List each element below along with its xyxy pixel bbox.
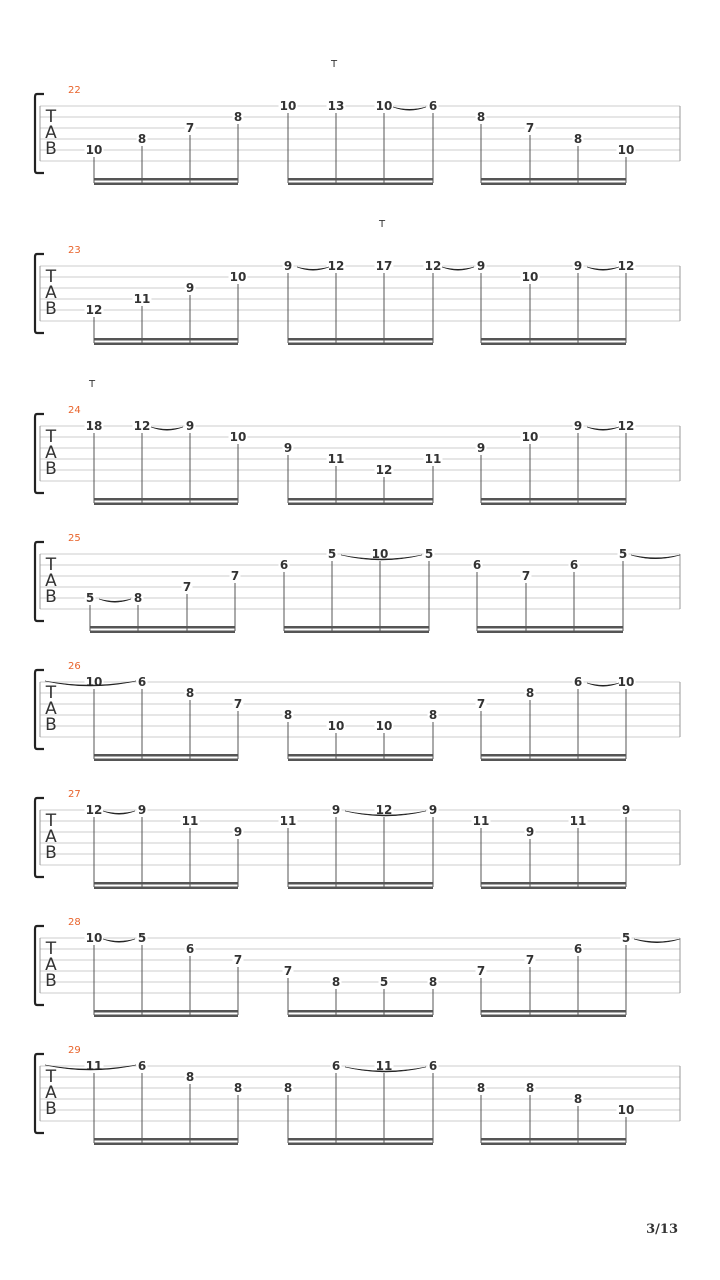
beam-primary [94, 882, 238, 885]
fret-number: 5 [379, 975, 389, 989]
tab-clef-letter: T [45, 555, 57, 575]
fret-number: 10 [375, 719, 393, 733]
tab-clef-letter: T [45, 939, 57, 959]
beam-secondary [94, 1015, 238, 1018]
beam-primary [288, 498, 433, 501]
tap-annotation: T [331, 59, 338, 70]
fret-number: 12 [133, 419, 151, 433]
fret-number: 8 [428, 975, 438, 989]
fret-number: 8 [573, 132, 583, 146]
fret-number: 8 [525, 1081, 535, 1095]
beam-primary [94, 178, 238, 181]
fret-number: 6 [428, 99, 438, 113]
fret-number: 5 [621, 931, 631, 945]
fret-number: 8 [185, 1070, 195, 1084]
beam-secondary [288, 887, 433, 890]
fret-number: 12 [617, 259, 635, 273]
beam-secondary [94, 1143, 238, 1146]
measure-number: 28 [68, 917, 81, 928]
fret-number: 12 [375, 463, 393, 477]
fret-number: 9 [621, 803, 631, 817]
fret-number: 10 [279, 99, 297, 113]
beam-secondary [481, 1143, 626, 1146]
beam-primary [94, 1010, 238, 1013]
fret-number: 11 [569, 814, 587, 828]
fret-number: 9 [525, 825, 535, 839]
beam-primary [481, 1010, 626, 1013]
beam-secondary [94, 183, 238, 186]
slur [103, 811, 135, 814]
fret-number: 11 [279, 814, 297, 828]
fret-number: 10 [375, 99, 393, 113]
fret-number: 12 [617, 419, 635, 433]
measure-number: 24 [68, 405, 81, 416]
beam-primary [288, 338, 433, 341]
fret-number: 5 [85, 591, 95, 605]
fret-number: 7 [185, 121, 195, 135]
fret-number: 5 [137, 931, 147, 945]
beam-secondary [477, 631, 623, 634]
tab-clef-letter: A [45, 571, 57, 591]
slur [151, 427, 183, 430]
fret-number: 9 [283, 259, 293, 273]
beam-secondary [94, 887, 238, 890]
fret-number: 6 [185, 942, 195, 956]
fret-number: 6 [137, 675, 147, 689]
page-number: 3/13 [646, 1222, 678, 1237]
tab-clef-letter: T [45, 267, 57, 287]
fret-number: 7 [233, 953, 243, 967]
slur [297, 267, 329, 270]
fret-number: 6 [472, 558, 482, 572]
fret-number: 11 [327, 452, 345, 466]
fret-number: 8 [283, 708, 293, 722]
slur [587, 427, 619, 430]
beam-secondary [284, 631, 429, 634]
slur [103, 939, 135, 942]
slur [631, 555, 680, 559]
tab-clef-letter: A [45, 699, 57, 719]
beam-primary [288, 882, 433, 885]
fret-number: 12 [85, 803, 103, 817]
fret-number: 7 [230, 569, 240, 583]
beam-primary [481, 754, 626, 757]
fret-number: 7 [283, 964, 293, 978]
fret-number: 9 [476, 259, 486, 273]
fret-number: 6 [331, 1059, 341, 1073]
tab-clef-letter: T [45, 427, 57, 447]
beam-secondary [481, 343, 626, 346]
beam-primary [288, 1138, 433, 1141]
fret-number: 7 [233, 697, 243, 711]
tab-clef-letter: A [45, 443, 57, 463]
beam-primary [94, 1138, 238, 1141]
tab-clef-letter: T [45, 683, 57, 703]
tab-clef-letter: B [45, 715, 57, 735]
fret-number: 10 [85, 675, 103, 689]
tab-clef-letter: T [45, 1067, 57, 1087]
fret-number: 9 [233, 825, 243, 839]
tab-clef-letter: B [45, 299, 57, 319]
fret-number: 5 [424, 547, 434, 561]
fret-number: 5 [327, 547, 337, 561]
fret-number: 10 [521, 430, 539, 444]
fret-number: 9 [283, 441, 293, 455]
beam-secondary [288, 759, 433, 762]
beam-secondary [481, 503, 626, 506]
fret-number: 17 [375, 259, 393, 273]
tab-clef-letter: A [45, 955, 57, 975]
fret-number: 8 [428, 708, 438, 722]
fret-number: 11 [181, 814, 199, 828]
measure-number: 25 [68, 533, 81, 544]
beam-primary [481, 882, 626, 885]
beam-primary [288, 754, 433, 757]
beam-secondary [94, 343, 238, 346]
beam-secondary [94, 503, 238, 506]
fret-number: 12 [375, 803, 393, 817]
slur [587, 267, 619, 270]
fret-number: 8 [137, 132, 147, 146]
fret-number: 9 [185, 281, 195, 295]
fret-number: 9 [185, 419, 195, 433]
fret-number: 11 [133, 292, 151, 306]
beam-secondary [90, 631, 235, 634]
tab-clef-letter: T [45, 107, 57, 127]
tab-clef-letter: A [45, 283, 57, 303]
beam-primary [94, 498, 238, 501]
fret-number: 9 [137, 803, 147, 817]
fret-number: 13 [327, 99, 345, 113]
slur [442, 267, 474, 270]
fret-number: 7 [521, 569, 531, 583]
fret-number: 8 [233, 110, 243, 124]
fret-number: 7 [525, 121, 535, 135]
fret-number: 9 [428, 803, 438, 817]
beam-primary [288, 1010, 433, 1013]
beam-primary [481, 338, 626, 341]
beam-primary [94, 338, 238, 341]
fret-number: 9 [476, 441, 486, 455]
fret-number: 10 [617, 675, 635, 689]
beam-primary [477, 626, 623, 629]
fret-number: 10 [229, 270, 247, 284]
fret-number: 7 [525, 953, 535, 967]
tab-clef-letter: B [45, 587, 57, 607]
beam-secondary [481, 759, 626, 762]
measure-number: 27 [68, 789, 81, 800]
tab-clef-letter: A [45, 123, 57, 143]
tab-clef-letter: A [45, 1083, 57, 1103]
fret-number: 6 [569, 558, 579, 572]
fret-number: 9 [573, 259, 583, 273]
fret-number: 10 [521, 270, 539, 284]
fret-number: 5 [618, 547, 628, 561]
fret-number: 6 [279, 558, 289, 572]
tab-clef-letter: T [45, 811, 57, 831]
tab-clef-letter: B [45, 971, 57, 991]
beam-primary [481, 1138, 626, 1141]
fret-number: 8 [476, 1081, 486, 1095]
beam-primary [288, 178, 433, 181]
fret-number: 8 [185, 686, 195, 700]
fret-number: 8 [331, 975, 341, 989]
slur [587, 683, 619, 686]
fret-number: 10 [229, 430, 247, 444]
fret-number: 6 [573, 675, 583, 689]
measure-number: 29 [68, 1045, 81, 1056]
fret-number: 11 [375, 1059, 393, 1073]
fret-number: 8 [283, 1081, 293, 1095]
fret-number: 18 [85, 419, 103, 433]
fret-number: 11 [424, 452, 442, 466]
fret-number: 8 [573, 1092, 583, 1106]
fret-number: 6 [137, 1059, 147, 1073]
fret-number: 12 [424, 259, 442, 273]
beam-primary [284, 626, 429, 629]
fret-number: 6 [428, 1059, 438, 1073]
tab-clef-letter: A [45, 827, 57, 847]
fret-number: 7 [476, 697, 486, 711]
beam-secondary [94, 759, 238, 762]
tab-clef-letter: B [45, 139, 57, 159]
fret-number: 12 [327, 259, 345, 273]
measure-number: 26 [68, 661, 81, 672]
fret-number: 8 [133, 591, 143, 605]
beam-secondary [288, 503, 433, 506]
fret-number: 10 [85, 931, 103, 945]
fret-number: 11 [85, 1059, 103, 1073]
fret-number: 10 [85, 143, 103, 157]
tab-clef-letter: B [45, 459, 57, 479]
fret-number: 11 [472, 814, 490, 828]
measure-number: 22 [68, 85, 81, 96]
beam-secondary [288, 1143, 433, 1146]
beam-primary [94, 754, 238, 757]
beam-primary [481, 178, 626, 181]
beam-secondary [288, 343, 433, 346]
fret-number: 12 [85, 303, 103, 317]
fret-number: 8 [233, 1081, 243, 1095]
fret-number: 7 [182, 580, 192, 594]
fret-number: 8 [525, 686, 535, 700]
fret-number: 9 [573, 419, 583, 433]
beam-secondary [481, 1015, 626, 1018]
beam-secondary [288, 1015, 433, 1018]
slur [393, 107, 426, 110]
measure-number: 23 [68, 245, 81, 256]
beam-primary [90, 626, 235, 629]
tab-clef-letter: B [45, 1099, 57, 1119]
beam-secondary [288, 183, 433, 186]
fret-number: 10 [617, 143, 635, 157]
tap-annotation: T [379, 219, 386, 230]
fret-number: 10 [617, 1103, 635, 1117]
fret-number: 6 [573, 942, 583, 956]
tap-annotation: T [89, 379, 96, 390]
beam-primary [481, 498, 626, 501]
fret-number: 7 [476, 964, 486, 978]
fret-number: 9 [331, 803, 341, 817]
fret-number: 10 [371, 547, 389, 561]
fret-number: 8 [476, 110, 486, 124]
beam-secondary [481, 183, 626, 186]
tab-clef-letter: B [45, 843, 57, 863]
fret-number: 10 [327, 719, 345, 733]
beam-secondary [481, 887, 626, 890]
slur [634, 939, 680, 943]
slur [99, 599, 131, 602]
